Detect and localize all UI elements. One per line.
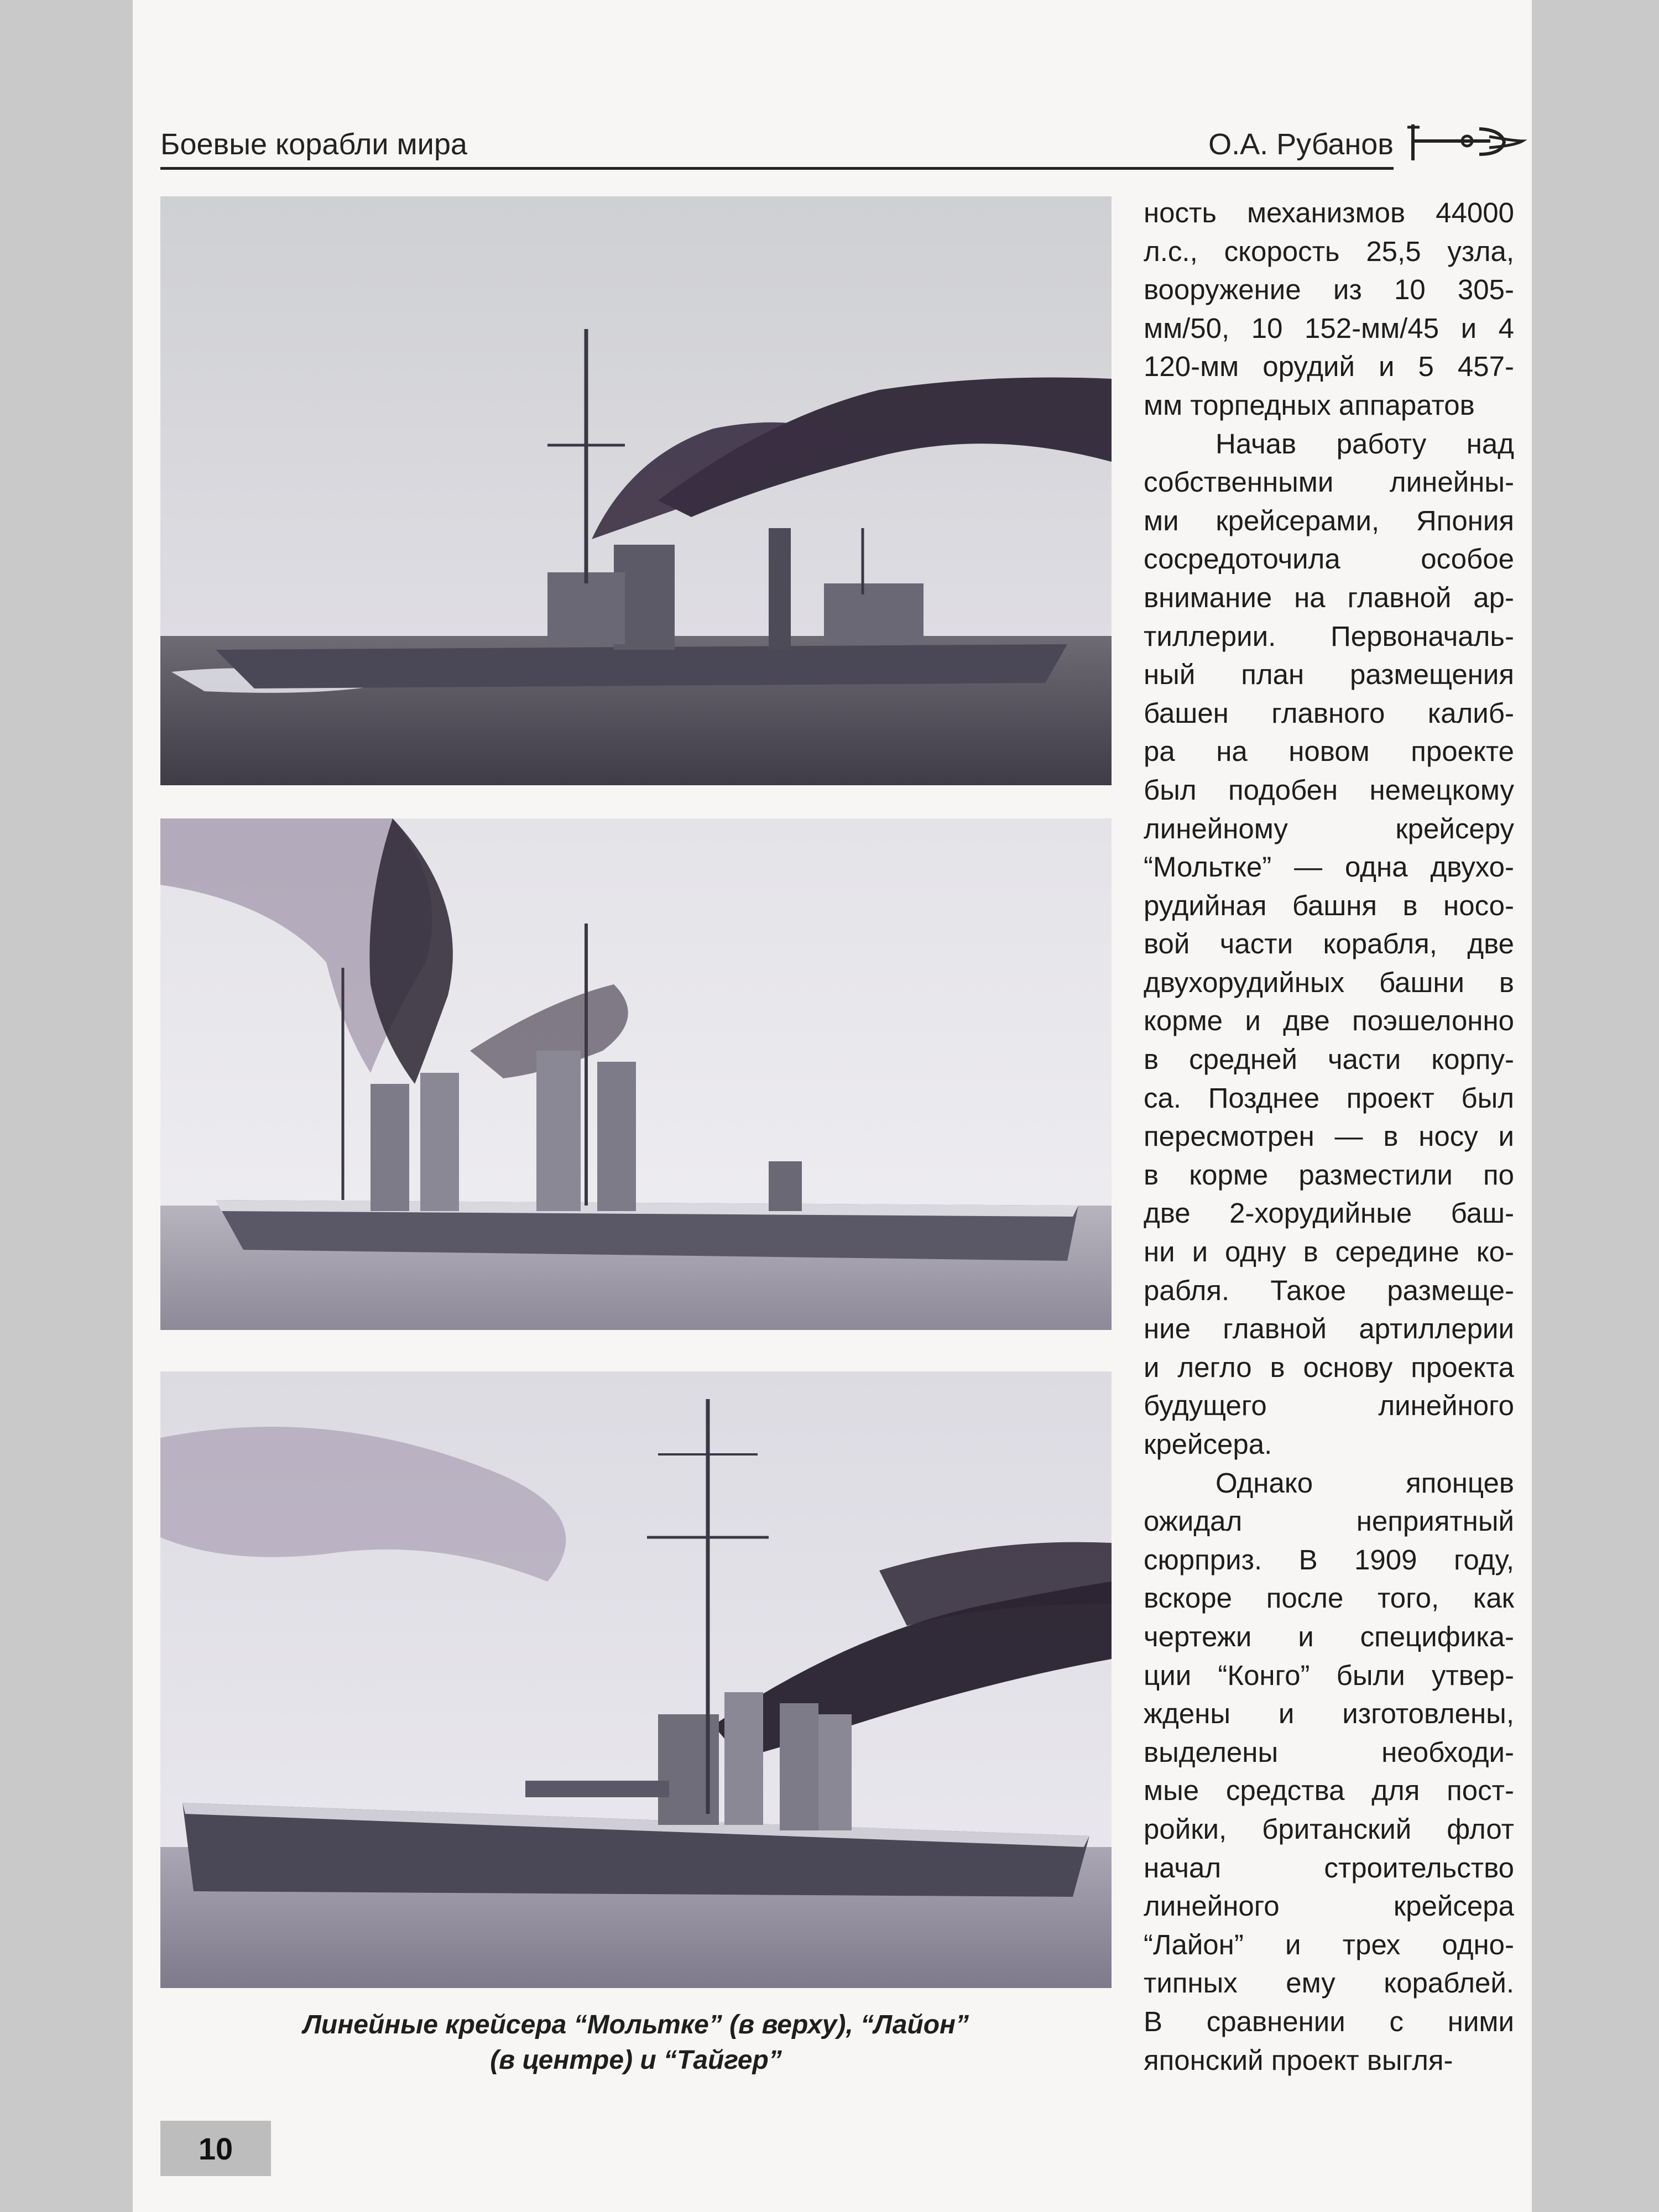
text-line: начал строительство — [1144, 1851, 1514, 1884]
text-line: и легло в основу проекта — [1144, 1351, 1514, 1383]
text-line: вооружение из 10 305- — [1144, 274, 1514, 306]
text-line: рудийная башня в носо- — [1144, 889, 1514, 921]
text-line: мм/50, 10 152-мм/45 и 4 — [1144, 312, 1514, 344]
text-line: вскоре после того, как — [1144, 1582, 1514, 1614]
figure-caption — [160, 2007, 1112, 2078]
author-name: О.А. Рубанов — [1208, 128, 1394, 161]
body-text-column — [1144, 194, 1514, 2079]
page-number-box — [160, 2121, 271, 2176]
text-line: типных ему кораблей. — [1144, 1967, 1514, 1999]
text-line: вой части корабля, две — [1144, 928, 1514, 960]
text-line: 120-мм орудий и 5 457- — [1144, 351, 1514, 383]
text-line: са. Позднее проект был — [1144, 1082, 1514, 1114]
moltke-photo — [160, 196, 1112, 785]
text-line: башен главного калиб- — [1144, 697, 1514, 729]
series-title: Боевые корабли мира — [160, 128, 467, 161]
text-line: ожидал неприятный — [1144, 1505, 1514, 1537]
text-line: Начав работу над — [1215, 427, 1514, 460]
text-line: ройки, британский флот — [1144, 1813, 1514, 1845]
text-line: собственными линейны- — [1144, 466, 1514, 498]
text-line: линейного крейсера — [1144, 1890, 1514, 1922]
text-line: рабля. Такое размеще- — [1144, 1274, 1514, 1306]
text-line: ра на новом проекте — [1144, 735, 1514, 768]
book-page — [133, 0, 1532, 2212]
text-line: чертежи и специфика- — [1144, 1620, 1514, 1652]
lion-photo — [160, 818, 1112, 1330]
text-line: В сравнении с ними — [1144, 2005, 1514, 2037]
text-line: две 2-хорудийные баш- — [1144, 1197, 1514, 1229]
text-line: мм торпедных аппаратов — [1144, 389, 1475, 421]
text-line: ность механизмов 44000 — [1144, 197, 1514, 228]
text-line: выделены необходи- — [1144, 1736, 1514, 1768]
text-line: ждены и изготовлены, — [1144, 1698, 1514, 1730]
caption-line-1: Линейные крейсера “Мольтке” (в верху), “Лайон” — [302, 2010, 969, 2039]
text-line: будущего линейного — [1144, 1390, 1514, 1422]
anchor-icon — [1396, 97, 1529, 169]
text-line: в корме разместили по — [1144, 1159, 1514, 1191]
running-header — [160, 127, 1394, 171]
text-line: корме и две поэшелонно — [1144, 1005, 1514, 1037]
text-line: двухорудийных башни в — [1144, 966, 1514, 998]
tiger-photo — [160, 1371, 1112, 1988]
text-line: японский проект выгля- — [1144, 2044, 1453, 2076]
text-line: Однако японцев — [1215, 1467, 1514, 1499]
text-line: тиллерии. Первоначаль- — [1144, 620, 1514, 652]
text-line: ни и одну в середине ко- — [1144, 1236, 1514, 1268]
text-line: “Мольтке” — одна двухо- — [1144, 851, 1514, 883]
text-line: линейному крейсеру — [1144, 812, 1514, 844]
text-line: л.с., скорость 25,5 узла, — [1144, 235, 1514, 267]
text-line: сюрприз. В 1909 году, — [1144, 1543, 1514, 1575]
caption-line-2: (в центре) и “Тайгер” — [490, 2046, 782, 2075]
text-line: пересмотрен — в носу и — [1144, 1120, 1514, 1152]
text-line: “Лайон” и трех одно- — [1144, 1928, 1514, 1960]
text-line: мые средства для пост- — [1144, 1775, 1514, 1807]
text-line: ный план размещения — [1144, 659, 1514, 691]
text-line: ции “Конго” были утвер- — [1144, 1659, 1514, 1691]
header-rule — [160, 167, 1394, 170]
text-line: ние главной артиллерии — [1144, 1313, 1514, 1345]
text-line: в средней части корпу- — [1144, 1044, 1514, 1076]
text-line: крейсера. — [1144, 1428, 1272, 1460]
text-line: был подобен немецкому — [1144, 774, 1514, 806]
text-line: внимание на главной ар- — [1144, 581, 1514, 613]
text-line: ми крейсерами, Япония — [1144, 504, 1514, 536]
text-line: сосредоточила особое — [1144, 543, 1514, 575]
page-number: 10 — [198, 2131, 233, 2166]
